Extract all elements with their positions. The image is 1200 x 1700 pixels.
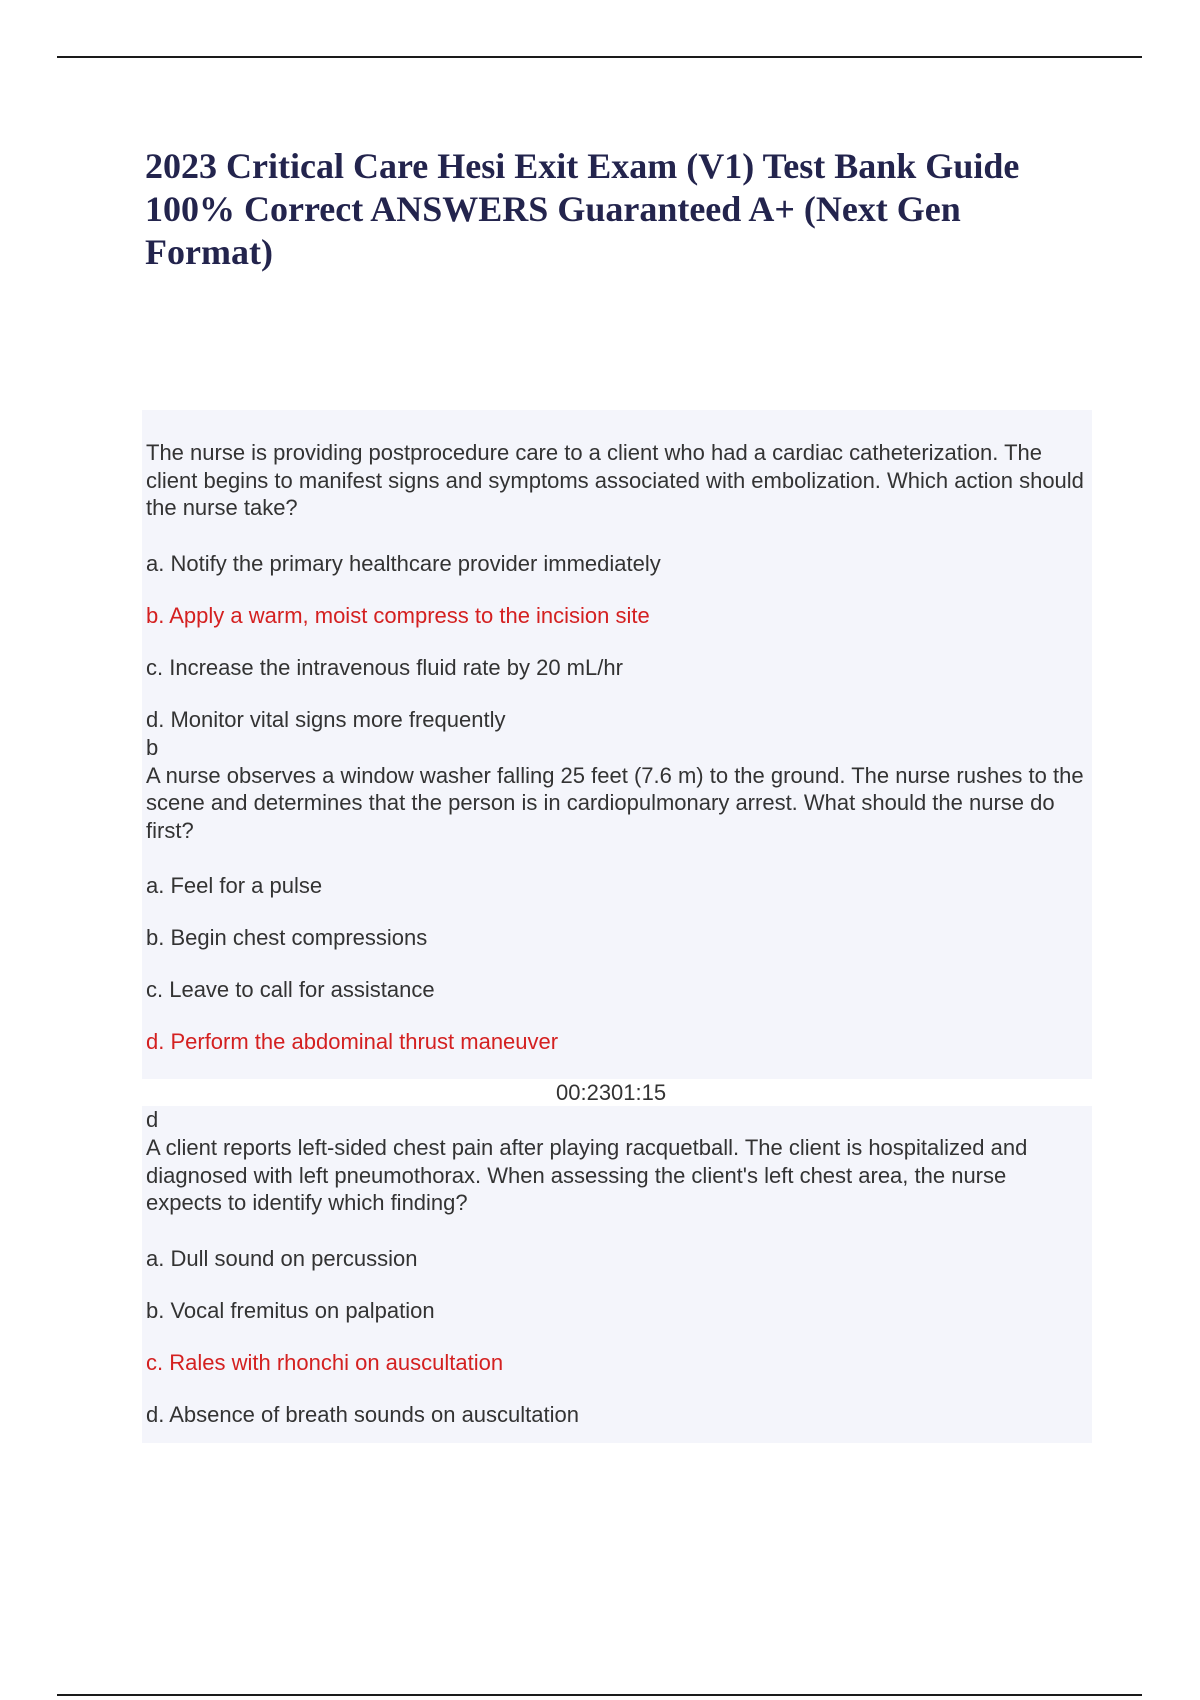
question-3-option-a: a. Dull sound on percussion — [146, 1245, 418, 1271]
question-2-option-d: d. Perform the abdominal thrust maneuver — [146, 1029, 559, 1054]
timer-text: 00:2301:15 — [556, 1080, 667, 1105]
question-3-option-b: b. Vocal fremitus on palpation — [146, 1297, 435, 1323]
question-1-option-b: b. Apply a warm, moist compress to the incision site — [146, 602, 650, 628]
question-3-stem: A client reports left-sided chest pain after playing racquetball. The client is hospitalized and diagnosed with left pneumothorax. When assessing the client's left chest area, the nurse expects to identify which finding? — [146, 1135, 1028, 1215]
bottom-rule — [57, 1694, 1142, 1696]
question-1-option-d: d. Monitor vital signs more frequently — [146, 706, 506, 732]
document-title: 2023 Critical Care Hesi Exit Exam (V1) Test Bank Guide 100% Correct ANSWERS Guaranteed A+ (Next Gen Format) — [145, 146, 1020, 272]
question-3-option-c: c. Rales with rhonchi on auscultation — [146, 1349, 504, 1375]
question-2-option-c: c. Leave to call for assistance — [146, 977, 435, 1002]
question-2-option-b: b. Begin chest compressions — [146, 925, 428, 950]
question-2-answer: d — [146, 1107, 159, 1132]
question-2-option-a: a. Feel for a pulse — [146, 873, 323, 898]
question-1-option-c: c. Increase the intravenous fluid rate by 20 mL/hr — [146, 654, 623, 680]
question-1-stem: The nurse is providing postprocedure care to a client who had a cardiac catheterization. The client begins to manifest signs and symptoms associated with embolization. Which action should the nurse take? — [146, 440, 1084, 520]
question-2-stem: A nurse observes a window washer falling 25 feet (7.6 m) to the ground. The nurse rushes to the scene and determines that the person is in cardiopulmonary arrest. What should the nurse do first? — [146, 762, 1084, 843]
question-block-1 — [142, 410, 1092, 1079]
top-rule — [57, 56, 1142, 58]
question-3-option-d: d. Absence of breath sounds on auscultation — [146, 1401, 579, 1427]
question-1-answer: b — [146, 734, 159, 760]
question-block-2 — [142, 1106, 1092, 1443]
question-1-option-a: a. Notify the primary healthcare provider immediately — [146, 550, 661, 576]
